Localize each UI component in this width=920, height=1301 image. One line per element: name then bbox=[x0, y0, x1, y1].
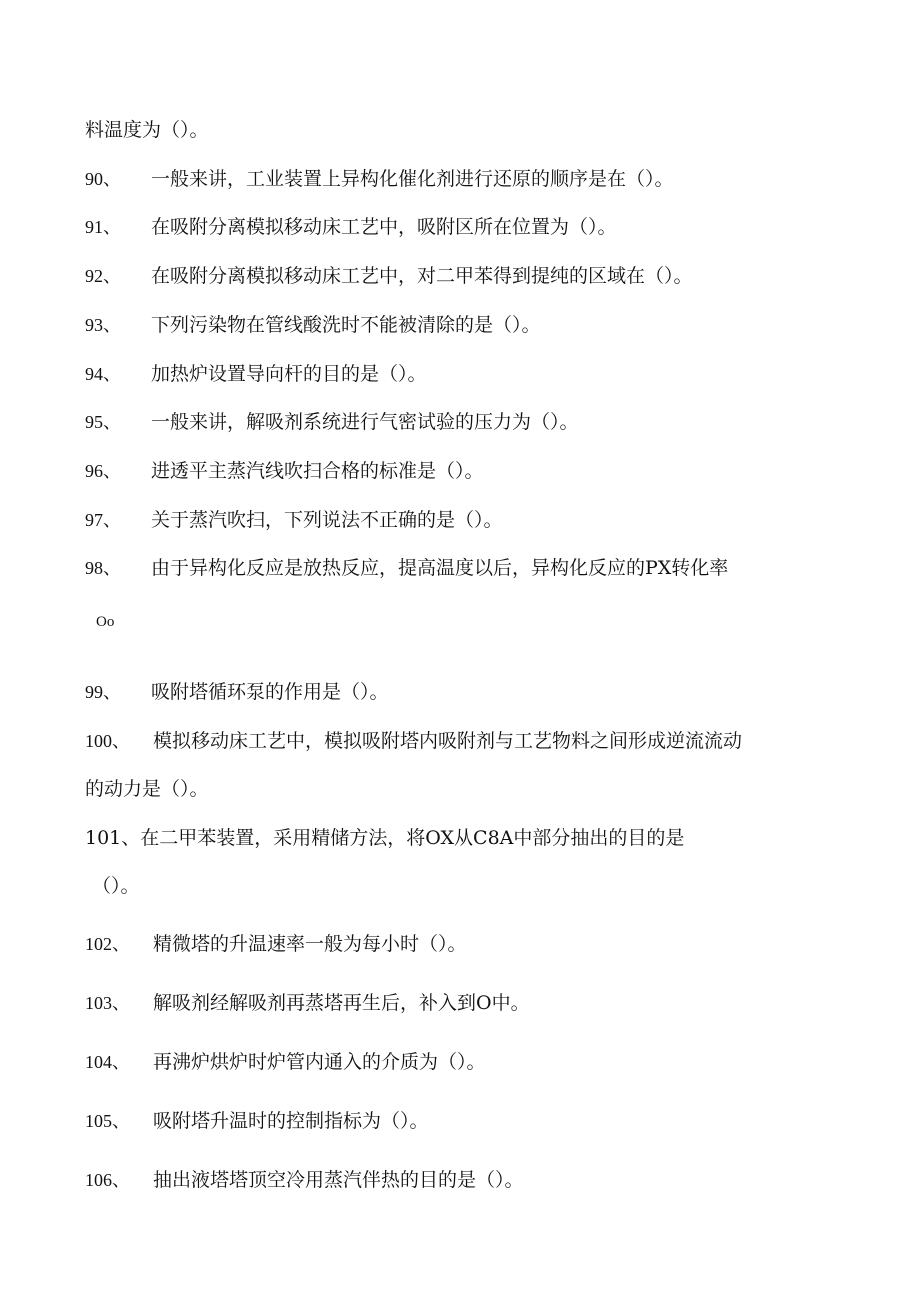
question-text-continued: （）。 bbox=[92, 875, 140, 897]
question-number: 100、 bbox=[85, 731, 130, 751]
question-text: 由于异构化反应是放热反应，提高温度以后，异构化反应的PX转化率 bbox=[151, 557, 729, 579]
question-text: 在吸附分离模拟移动床工艺中，对二甲苯得到提纯的区域在（）。 bbox=[151, 265, 693, 287]
question-text-continued: 的动力是（）。 bbox=[85, 778, 209, 800]
question-number: 106、 bbox=[85, 1170, 130, 1190]
question-number: 104、 bbox=[85, 1052, 130, 1072]
question-text: 关于蒸汽吹扫，下列说法不正确的是（）。 bbox=[151, 509, 503, 531]
question-number: 105、 bbox=[85, 1111, 130, 1131]
question-text: 101、在二甲苯装置，采用精储方法，将OX从C8A中部分抽出的目的是 bbox=[85, 827, 685, 849]
question-text: 解吸剂经解吸剂再蒸塔再生后，补入到O中。 bbox=[153, 992, 530, 1014]
question-number: 99、 bbox=[85, 682, 121, 702]
question-number: 94、 bbox=[85, 364, 121, 384]
question-text: 在吸附分离模拟移动床工艺中，吸附区所在位置为（）。 bbox=[151, 216, 617, 238]
question-text: 吸附塔升温时的控制指标为（）。 bbox=[153, 1110, 429, 1132]
question-text: 一般来讲，工业装置上异构化催化剂进行还原的顺序是在（）。 bbox=[151, 168, 674, 190]
continuation-text: 料温度为（）。 bbox=[85, 119, 209, 141]
question-number: 90、 bbox=[85, 169, 121, 189]
question-text: 进透平主蒸汽线吹扫合格的标准是（）。 bbox=[151, 460, 484, 482]
question-number: 103、 bbox=[85, 993, 130, 1013]
question-number: 96、 bbox=[85, 461, 121, 481]
answer-placeholder: Oo bbox=[96, 614, 115, 630]
question-text: 一般来讲，解吸剂系统进行气密试验的压力为（）。 bbox=[151, 411, 579, 433]
question-number: 91、 bbox=[85, 217, 121, 237]
question-number: 102、 bbox=[85, 934, 130, 954]
question-number: 97、 bbox=[85, 510, 121, 530]
question-text: 模拟移动床工艺中，模拟吸附塔内吸附剂与工艺物料之间形成逆流流动 bbox=[153, 730, 743, 752]
question-text: 抽出液塔塔顶空冷用蒸汽伴热的目的是（）。 bbox=[153, 1169, 524, 1191]
question-text: 吸附塔循环泵的作用是（）。 bbox=[151, 681, 389, 703]
question-text: 再沸炉烘炉时炉管内通入的介质为（）。 bbox=[153, 1051, 486, 1073]
question-text: 加热炉设置导向杆的目的是（）。 bbox=[151, 363, 427, 385]
question-number: 95、 bbox=[85, 412, 121, 432]
question-number: 93、 bbox=[85, 315, 121, 335]
question-text: 下列污染物在管线酸洗时不能被清除的是（）。 bbox=[151, 314, 541, 336]
question-text: 精微塔的升温速率一般为每小时（）。 bbox=[153, 933, 467, 955]
question-number: 92、 bbox=[85, 266, 121, 286]
question-number: 98、 bbox=[85, 558, 121, 578]
